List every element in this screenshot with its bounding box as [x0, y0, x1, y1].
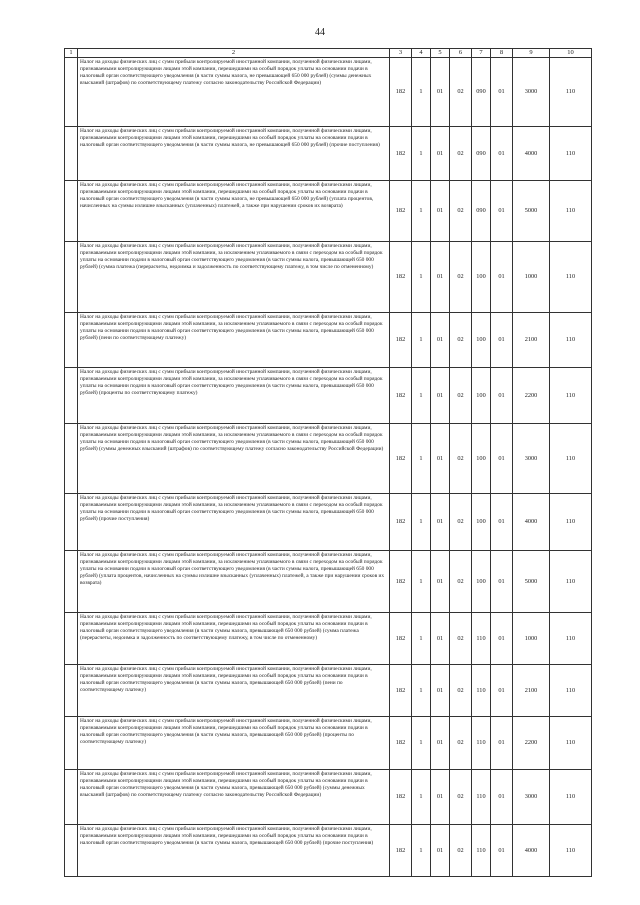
table-row: [65, 665, 592, 717]
row-number-cell: [65, 551, 78, 613]
element-code-cell: 01: [491, 665, 513, 717]
subgroup-code-cell: 01: [431, 551, 450, 613]
group-code-cell: 1: [412, 313, 431, 368]
group-code-cell: 1: [412, 127, 431, 181]
row-number-cell: [65, 613, 78, 665]
article-code-cell: 02: [450, 58, 472, 127]
subtype-code-cell: 4000: [513, 127, 550, 181]
header-cell: 9: [513, 49, 550, 58]
description-cell: Налог на доходы физических лиц с сумм прибыли контролируемой иностранной компании, полученной физическими лицами, признаваемыми контролирующими лицами этой компании, за исключением уплачиваемого в связи с переходом на особый порядок уплаты на основании подачи в налоговый орган соответствующего уведомления (в части суммы налога, превышающей 650 000 рублей) (сумма платежа (перерасчеты, недоимка и задолженность по соответствующему платежу, в том числе по отмененному): [78, 242, 390, 313]
analytic-group-code-cell: 110: [550, 368, 592, 424]
analytic-group-code-cell: 110: [550, 770, 592, 825]
group-code-cell: 1: [412, 424, 431, 494]
table-row: [65, 181, 592, 242]
subgroup-code-cell: 01: [431, 313, 450, 368]
subtype-code-cell: 5000: [513, 551, 550, 613]
subtype-code-cell: 1000: [513, 613, 550, 665]
table-row: [65, 424, 592, 494]
row-number-cell: [65, 242, 78, 313]
element-code-cell: 01: [491, 825, 513, 877]
subarticle-code-cell: 100: [472, 313, 491, 368]
subarticle-code-cell: 110: [472, 717, 491, 770]
element-code-cell: 01: [491, 494, 513, 551]
subgroup-code-cell: 01: [431, 825, 450, 877]
article-code-cell: 02: [450, 665, 472, 717]
row-number-cell: [65, 665, 78, 717]
administrator-code-cell: 182: [390, 717, 412, 770]
subgroup-code-cell: 01: [431, 717, 450, 770]
subgroup-code-cell: 01: [431, 665, 450, 717]
header-cell: 4: [412, 49, 431, 58]
table-row: [65, 825, 592, 877]
row-number-cell: [65, 127, 78, 181]
subarticle-code-cell: 110: [472, 770, 491, 825]
administrator-code-cell: 182: [390, 181, 412, 242]
header-row: [65, 49, 592, 58]
table-row: [65, 613, 592, 665]
description-cell: Налог на доходы физических лиц с сумм прибыли контролируемой иностранной компании, полученной физическими лицами, признаваемыми контролирующими лицами этой компании, перешедшими на особый порядок уплаты на основании подачи в налоговый орган соответствующего уведомления (в части суммы налога, превышающей 650 000 рублей) (проценты по соответствующему платежу): [78, 717, 390, 770]
administrator-code-cell: 182: [390, 770, 412, 825]
description-cell: Налог на доходы физических лиц с сумм прибыли контролируемой иностранной компании, полученной физическими лицами, признаваемыми контролирующими лицами этой компании, за исключением уплачиваемого в связи с переходом на особый порядок уплаты на основании подачи в налоговый орган соответствующего уведомления (в части суммы налога, превышающей 650 000 рублей) (суммы денежных взысканий (штрафов) по соответствующему платежу согласно законодательству Российской Федерации): [78, 424, 390, 494]
subarticle-code-cell: 100: [472, 551, 491, 613]
subgroup-code-cell: 01: [431, 58, 450, 127]
row-number-cell: [65, 825, 78, 877]
row-number-cell: [65, 424, 78, 494]
element-code-cell: 01: [491, 58, 513, 127]
analytic-group-code-cell: 110: [550, 181, 592, 242]
element-code-cell: 01: [491, 242, 513, 313]
description-cell: Налог на доходы физических лиц с сумм прибыли контролируемой иностранной компании, полученной физическими лицами, признаваемыми контролирующими лицами этой компании, перешедшими на особый порядок уплаты на основании подачи в налоговый орган соответствующего уведомления (в части суммы налога, превышающей 650 000 рублей) (сумма платежа (перерасчеты, недоимка и задолженность по соответствующему платежу, в том числе по отмененному): [78, 613, 390, 665]
analytic-group-code-cell: 110: [550, 58, 592, 127]
subtype-code-cell: 2100: [513, 313, 550, 368]
article-code-cell: 02: [450, 368, 472, 424]
element-code-cell: 01: [491, 368, 513, 424]
article-code-cell: 02: [450, 127, 472, 181]
article-code-cell: 02: [450, 181, 472, 242]
description-cell: Налог на доходы физических лиц с сумм прибыли контролируемой иностранной компании, полученной физическими лицами, признаваемыми контролирующими лицами этой компании, за исключением уплачиваемого в связи с переходом на особый порядок уплаты на основании подачи в налоговый орган соответствующего уведомления (в части суммы налога, превышающей 650 000 рублей) (проценты по соответствующему платежу): [78, 368, 390, 424]
group-code-cell: 1: [412, 770, 431, 825]
article-code-cell: 02: [450, 825, 472, 877]
row-number-cell: [65, 770, 78, 825]
group-code-cell: 1: [412, 494, 431, 551]
element-code-cell: 01: [491, 424, 513, 494]
subtype-code-cell: 3000: [513, 58, 550, 127]
table-row: [65, 770, 592, 825]
element-code-cell: 01: [491, 551, 513, 613]
group-code-cell: 1: [412, 665, 431, 717]
table-row: [65, 127, 592, 181]
administrator-code-cell: 182: [390, 494, 412, 551]
article-code-cell: 02: [450, 424, 472, 494]
analytic-group-code-cell: 110: [550, 665, 592, 717]
group-code-cell: 1: [412, 242, 431, 313]
element-code-cell: 01: [491, 770, 513, 825]
group-code-cell: 1: [412, 717, 431, 770]
administrator-code-cell: 182: [390, 368, 412, 424]
header-cell: 7: [472, 49, 491, 58]
analytic-group-code-cell: 110: [550, 424, 592, 494]
subtype-code-cell: 3000: [513, 424, 550, 494]
subgroup-code-cell: 01: [431, 368, 450, 424]
subtype-code-cell: 4000: [513, 825, 550, 877]
group-code-cell: 1: [412, 825, 431, 877]
table-row: [65, 313, 592, 368]
description-cell: Налог на доходы физических лиц с сумм прибыли контролируемой иностранной компании, полученной физическими лицами, признаваемыми контролирующими лицами этой компании, перешедшими на особый порядок уплаты на основании подачи в налоговый орган соответствующего уведомления (в части суммы налога, не превышающей 650 000 рублей) (уплата процентов, начисленных на суммы излишне взысканных (уплаченных) платежей, а также при нарушении сроков их возврата): [78, 181, 390, 242]
article-code-cell: 02: [450, 770, 472, 825]
row-number-cell: [65, 494, 78, 551]
description-cell: Налог на доходы физических лиц с сумм прибыли контролируемой иностранной компании, полученной физическими лицами, признаваемыми контролирующими лицами этой компании, перешедшими на особый порядок уплаты на основании подачи в налоговый орган соответствующего уведомления (в части суммы налога, превышающей 650 000 рублей) (пени по соответствующему платежу): [78, 665, 390, 717]
header-cell: 1: [65, 49, 78, 58]
budget-classification-table: [64, 48, 592, 877]
header-cell: 3: [390, 49, 412, 58]
row-number-cell: [65, 181, 78, 242]
analytic-group-code-cell: 110: [550, 613, 592, 665]
row-number-cell: [65, 368, 78, 424]
row-number-cell: [65, 313, 78, 368]
table-row: [65, 368, 592, 424]
article-code-cell: 02: [450, 494, 472, 551]
subarticle-code-cell: 090: [472, 58, 491, 127]
element-code-cell: 01: [491, 181, 513, 242]
element-code-cell: 01: [491, 127, 513, 181]
administrator-code-cell: 182: [390, 127, 412, 181]
element-code-cell: 01: [491, 613, 513, 665]
subarticle-code-cell: 110: [472, 613, 491, 665]
subgroup-code-cell: 01: [431, 242, 450, 313]
subarticle-code-cell: 090: [472, 181, 491, 242]
administrator-code-cell: 182: [390, 242, 412, 313]
administrator-code-cell: 182: [390, 825, 412, 877]
header-cell: 5: [431, 49, 450, 58]
subgroup-code-cell: 01: [431, 770, 450, 825]
subarticle-code-cell: 100: [472, 494, 491, 551]
table-row: [65, 242, 592, 313]
subarticle-code-cell: 100: [472, 242, 491, 313]
subgroup-code-cell: 01: [431, 127, 450, 181]
subarticle-code-cell: 110: [472, 825, 491, 877]
article-code-cell: 02: [450, 242, 472, 313]
description-cell: Налог на доходы физических лиц с сумм прибыли контролируемой иностранной компании, полученной физическими лицами, признаваемыми контролирующими лицами этой компании, перешедшими на особый порядок уплаты на основании подачи в налоговый орган соответствующего уведомления (в части суммы налога, не превышающей 650 000 рублей) (прочие поступления): [78, 127, 390, 181]
subarticle-code-cell: 100: [472, 368, 491, 424]
header-cell: 8: [491, 49, 513, 58]
subarticle-code-cell: 100: [472, 424, 491, 494]
table-row: [65, 717, 592, 770]
article-code-cell: 02: [450, 313, 472, 368]
analytic-group-code-cell: 110: [550, 313, 592, 368]
subtype-code-cell: 2200: [513, 717, 550, 770]
analytic-group-code-cell: 110: [550, 717, 592, 770]
administrator-code-cell: 182: [390, 313, 412, 368]
description-cell: Налог на доходы физических лиц с сумм прибыли контролируемой иностранной компании, полученной физическими лицами, признаваемыми контролирующими лицами этой компании, за исключением уплачиваемого в связи с переходом на особый порядок уплаты на основании подачи в налоговый орган соответствующего уведомления (в части суммы налога, превышающей 650 000 рублей) (пени по соответствующему платежу): [78, 313, 390, 368]
subgroup-code-cell: 01: [431, 181, 450, 242]
description-cell: Налог на доходы физических лиц с сумм прибыли контролируемой иностранной компании, полученной физическими лицами, признаваемыми контролирующими лицами этой компании, за исключением уплачиваемого в связи с переходом на особый порядок уплаты на основании подачи в налоговый орган соответствующего уведомления (в части суммы налога, превышающей 650 000 рублей) (уплата процентов, начисленных на суммы излишне взысканных (уплаченных) платежей, а также при нарушении сроков их возврата): [78, 551, 390, 613]
subtype-code-cell: 4000: [513, 494, 550, 551]
subtype-code-cell: 2100: [513, 665, 550, 717]
analytic-group-code-cell: 110: [550, 494, 592, 551]
description-cell: Налог на доходы физических лиц с сумм прибыли контролируемой иностранной компании, полученной физическими лицами, признаваемыми контролирующими лицами этой компании, перешедшими на особый порядок уплаты на основании подачи в налоговый орган соответствующего уведомления (в части суммы налога, превышающей 650 000 рублей) (прочие поступления): [78, 825, 390, 877]
subarticle-code-cell: 110: [472, 665, 491, 717]
article-code-cell: 02: [450, 717, 472, 770]
subtype-code-cell: 5000: [513, 181, 550, 242]
element-code-cell: 01: [491, 313, 513, 368]
header-cell: 10: [550, 49, 592, 58]
table-row: [65, 58, 592, 127]
group-code-cell: 1: [412, 368, 431, 424]
group-code-cell: 1: [412, 181, 431, 242]
article-code-cell: 02: [450, 551, 472, 613]
article-code-cell: 02: [450, 613, 472, 665]
description-cell: Налог на доходы физических лиц с сумм прибыли контролируемой иностранной компании, полученной физическими лицами, признаваемыми контролирующими лицами этой компании, перешедшими на особый порядок уплаты на основании подачи в налоговый орган соответствующего уведомления (в части суммы налога, не превышающей 650 000 рублей) (суммы денежных взысканий (штрафов) по соответствующему платежу согласно законодательству Российской Федерации): [78, 58, 390, 127]
element-code-cell: 01: [491, 717, 513, 770]
subtype-code-cell: 3000: [513, 770, 550, 825]
administrator-code-cell: 182: [390, 665, 412, 717]
group-code-cell: 1: [412, 613, 431, 665]
administrator-code-cell: 182: [390, 58, 412, 127]
subgroup-code-cell: 01: [431, 613, 450, 665]
administrator-code-cell: 182: [390, 551, 412, 613]
analytic-group-code-cell: 110: [550, 825, 592, 877]
analytic-group-code-cell: 110: [550, 242, 592, 313]
administrator-code-cell: 182: [390, 424, 412, 494]
table-row: [65, 551, 592, 613]
description-cell: Налог на доходы физических лиц с сумм прибыли контролируемой иностранной компании, полученной физическими лицами, признаваемыми контролирующими лицами этой компании, за исключением уплачиваемого в связи с переходом на особый порядок уплаты на основании подачи в налоговый орган соответствующего уведомления (в части суммы налога, превышающей 650 000 рублей) (прочие поступления): [78, 494, 390, 551]
header-cell: 2: [78, 49, 390, 58]
row-number-cell: [65, 717, 78, 770]
row-number-cell: [65, 58, 78, 127]
description-cell: Налог на доходы физических лиц с сумм прибыли контролируемой иностранной компании, полученной физическими лицами, признаваемыми контролирующими лицами этой компании, перешедшими на особый порядок уплаты на основании подачи в налоговый орган соответствующего уведомления (в части суммы налога, превышающей 650 000 рублей) (суммы денежных взысканий (штрафов) по соответствующему платежу согласно законодательству Российской Федерации): [78, 770, 390, 825]
group-code-cell: 1: [412, 551, 431, 613]
group-code-cell: 1: [412, 58, 431, 127]
subgroup-code-cell: 01: [431, 494, 450, 551]
page-number: 44: [315, 27, 325, 38]
table-row: [65, 494, 592, 551]
administrator-code-cell: 182: [390, 613, 412, 665]
subarticle-code-cell: 090: [472, 127, 491, 181]
header-cell: 6: [450, 49, 472, 58]
subtype-code-cell: 2200: [513, 368, 550, 424]
analytic-group-code-cell: 110: [550, 551, 592, 613]
analytic-group-code-cell: 110: [550, 127, 592, 181]
subgroup-code-cell: 01: [431, 424, 450, 494]
subtype-code-cell: 1000: [513, 242, 550, 313]
